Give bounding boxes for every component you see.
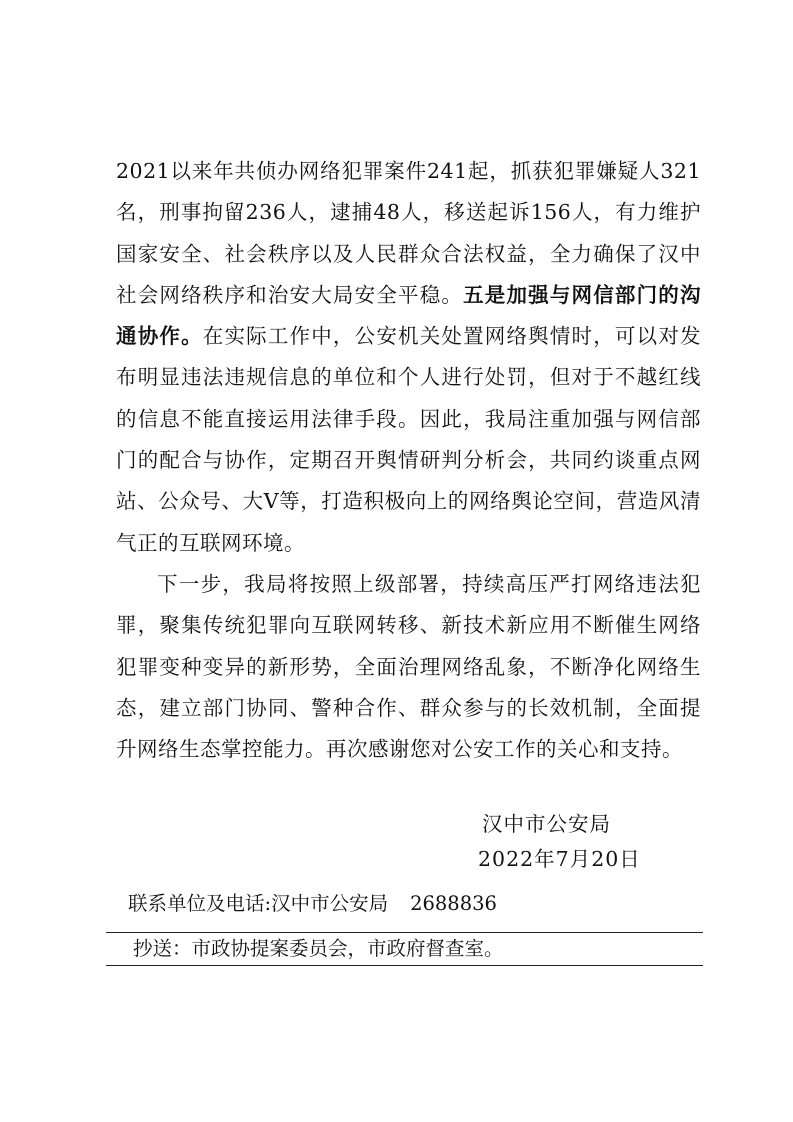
contact-label: 联系单位及电话:汉中市公安局 bbox=[128, 892, 389, 915]
signature-date: 2022年7月20日 bbox=[478, 847, 641, 871]
section-five-heading: 五是加强与网信部门的沟通协作。 bbox=[116, 282, 702, 349]
letter-body bbox=[116, 151, 701, 770]
contact-line bbox=[128, 888, 497, 920]
crime-statistics-text: 2021以来年共侦办网络犯罪案件241起，抓获犯罪嫌疑人321名，刑事拘留236人，逮捕48人，移送起诉156人，有力维护国家安全、社会秩序以及人民群众合法权益，全力确保了汉中社会网络秩序和治安大局安全平稳。 bbox=[116, 159, 701, 307]
cc-line: 抄送：市政协提案委员会，市政府督查室。 bbox=[133, 937, 504, 960]
signature-organization: 汉中市公安局 bbox=[482, 812, 611, 836]
body-paragraph-2: 下一步，我局将按照上级部署，持续高压严打网络违法犯罪，聚集传统犯罪向互联网转移、新技术新应用不断催生网络犯罪变种变异的新形势，全面治理网络乱象，不断净化网络生态，建立部门协同、警种合作、群众参与的长效机制，全面提升网络生态掌控能力。再次感谢您对公安工作的关心和支持。 bbox=[116, 571, 701, 762]
contact-phone: 2688836 bbox=[410, 892, 497, 915]
coordination-text: 在实际工作中，公安机关处置网络舆情时，可以对发布明显违法违规信息的单位和个人进行处罚，但对于不越红线的信息不能直接运用法律手段。因此，我局注重加强与网信部门的配合与协作，定期召开舆情研判分析会，共同约谈重点网站、公众号、大V等，打造积极向上的网络舆论空间，营造风清气正的互联网环境。 bbox=[116, 324, 702, 555]
cc-bottom-divider bbox=[106, 965, 703, 966]
body-paragraph-1 bbox=[116, 151, 701, 564]
